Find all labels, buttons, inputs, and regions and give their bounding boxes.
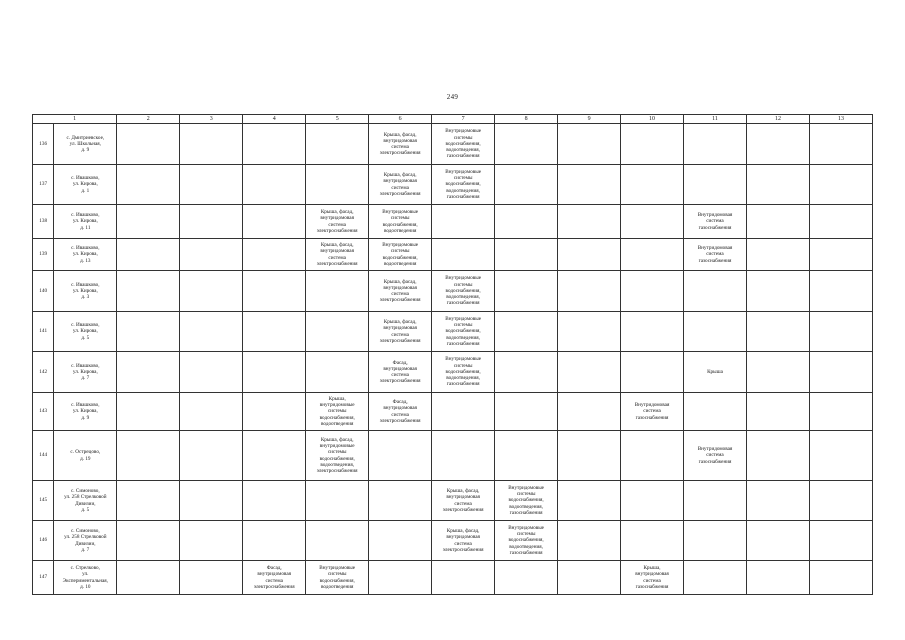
- column-header-1: 1: [33, 115, 117, 124]
- column-header-4: 4: [243, 115, 306, 124]
- page-number: 249: [446, 93, 459, 101]
- work-cell-col-13: [809, 271, 872, 312]
- work-type-text: Крыша: [707, 368, 723, 375]
- work-cell-col-6: [369, 481, 432, 521]
- work-cell-col-13: [809, 165, 872, 205]
- row-number-cell: 137: [33, 165, 54, 205]
- address-text: с. Ивашково, ул. Кирова, д. 5: [71, 322, 100, 341]
- address-text: с. Ивашково, ул. Кирова, д. 11: [71, 212, 100, 231]
- work-cell-col-3: [180, 481, 243, 521]
- work-cell-col-9: [558, 393, 621, 431]
- work-cell-col-5: [306, 271, 369, 312]
- work-cell-col-8: [495, 561, 558, 595]
- work-cell-col-4: [243, 165, 306, 205]
- work-type-text: Крыша, фасад, внутридомовая система электроснабжения: [379, 172, 421, 197]
- work-cell-col-12: [746, 124, 809, 165]
- address-cell: [54, 393, 117, 431]
- row-number-cell: 147: [33, 561, 54, 595]
- work-type-text: Крыша, фасад, внутридомовые системы водоснабжения, водоотведения, электроснабжения: [316, 436, 358, 474]
- work-cell-col-13: [809, 352, 872, 393]
- work-cell-col-3: [180, 312, 243, 352]
- work-cell-col-9: [558, 481, 621, 521]
- column-header-13: 13: [809, 115, 872, 124]
- column-header-6: 6: [369, 115, 432, 124]
- row-number-cell: 136: [33, 124, 54, 165]
- table-row: [33, 165, 873, 205]
- work-cell-col-13: [809, 205, 872, 239]
- work-cell-col-6: [369, 205, 432, 239]
- work-type-text: Крыша, фасад, внутридомовая система электроснабжения: [316, 209, 358, 234]
- work-type-text: Внутридомовая система газоснабжения: [697, 212, 733, 231]
- work-cell-col-2: [117, 165, 180, 205]
- table-body: [33, 124, 873, 595]
- work-cell-col-5: [306, 521, 369, 561]
- column-header-12: 12: [746, 115, 809, 124]
- table-row: [33, 239, 873, 271]
- work-cell-col-5: [306, 312, 369, 352]
- address-cell: [54, 239, 117, 271]
- work-type-text: Внутридомовые системы водоснабжения, водоотведения, газоснабжения: [445, 275, 482, 307]
- work-cell-col-8: [495, 165, 558, 205]
- work-type-text: Внутридомовые системы водоснабжения, водоотведения, газоснабжения: [508, 524, 544, 556]
- work-cell-col-10: [621, 165, 684, 205]
- address-cell: [54, 271, 117, 312]
- work-cell-col-6: [369, 312, 432, 352]
- column-header-2: 2: [117, 115, 180, 124]
- work-type-text: Внутридомовые системы водоснабжения, водоотведения: [382, 242, 419, 267]
- address-cell: [54, 481, 117, 521]
- address-text: с. Ивашково, ул. Кирова, д. 9: [71, 402, 100, 421]
- work-cell-col-11: [684, 352, 747, 393]
- address-cell: [54, 561, 117, 595]
- work-cell-col-12: [746, 239, 809, 271]
- work-cell-col-10: [621, 521, 684, 561]
- work-cell-col-7: [432, 521, 495, 561]
- work-type-text: Внутридомовая система газоснабжения: [634, 402, 670, 421]
- work-cell-col-6: [369, 431, 432, 481]
- work-type-text: Фасад, внутридомовая система электроснабжения: [379, 399, 421, 424]
- table-row: [33, 481, 873, 521]
- work-cell-col-5: [306, 124, 369, 165]
- work-cell-col-2: [117, 481, 180, 521]
- column-header-7: 7: [432, 115, 495, 124]
- work-cell-col-8: [495, 271, 558, 312]
- row-number-cell: 141: [33, 312, 54, 352]
- work-cell-col-5: [306, 205, 369, 239]
- work-cell-col-4: [243, 561, 306, 595]
- column-header-10: 10: [621, 115, 684, 124]
- work-cell-col-6: [369, 165, 432, 205]
- work-cell-col-2: [117, 521, 180, 561]
- work-cell-col-7: [432, 312, 495, 352]
- work-cell-col-3: [180, 561, 243, 595]
- work-cell-col-4: [243, 205, 306, 239]
- work-cell-col-3: [180, 165, 243, 205]
- work-cell-col-7: [432, 271, 495, 312]
- table-row: [33, 431, 873, 481]
- work-cell-col-3: [180, 124, 243, 165]
- work-cell-col-5: [306, 239, 369, 271]
- work-cell-col-3: [180, 205, 243, 239]
- work-cell-col-6: [369, 521, 432, 561]
- address-text: с. Ивашково, ул. Кирова, д. 1: [71, 175, 100, 194]
- work-cell-col-11: [684, 205, 747, 239]
- work-cell-col-4: [243, 352, 306, 393]
- work-type-text: Крыша, фасад, внутридомовая система электроснабжения: [316, 242, 358, 267]
- row-number-cell: 146: [33, 521, 54, 561]
- work-cell-col-3: [180, 271, 243, 312]
- work-cell-col-12: [746, 431, 809, 481]
- work-cell-col-12: [746, 352, 809, 393]
- table-row: [33, 352, 873, 393]
- address-text: с. Симоново, ул. 258 Стрелковой Дивизии, д. 7: [64, 528, 107, 553]
- work-cell-col-7: [432, 165, 495, 205]
- work-cell-col-5: [306, 165, 369, 205]
- work-cell-col-13: [809, 393, 872, 431]
- work-type-text: Внутридомовые системы водоснабжения, водоотведения, газоснабжения: [445, 168, 482, 200]
- work-cell-col-7: [432, 561, 495, 595]
- work-cell-col-4: [243, 271, 306, 312]
- column-header-11: 11: [684, 115, 747, 124]
- work-type-text: Фасад, внутридомовая система электроснабжения: [379, 359, 421, 385]
- work-cell-col-2: [117, 239, 180, 271]
- work-cell-col-11: [684, 521, 747, 561]
- table-row: [33, 271, 873, 312]
- column-header-5: 5: [306, 115, 369, 124]
- work-cell-col-10: [621, 312, 684, 352]
- work-cell-col-11: [684, 165, 747, 205]
- row-number-cell: 143: [33, 393, 54, 431]
- address-text: с. Ивашково, ул. Кирова, д. 13: [71, 245, 100, 264]
- work-cell-col-10: [621, 239, 684, 271]
- work-cell-col-13: [809, 312, 872, 352]
- row-number-cell: 139: [33, 239, 54, 271]
- work-cell-col-6: [369, 393, 432, 431]
- work-cell-col-12: [746, 521, 809, 561]
- address-cell: [54, 431, 117, 481]
- work-cell-col-7: [432, 431, 495, 481]
- address-cell: [54, 312, 117, 352]
- work-type-text: Крыша, внутридомовые системы водоснабжения, водоотведения: [319, 395, 355, 427]
- work-cell-col-12: [746, 561, 809, 595]
- work-cell-col-5: [306, 561, 369, 595]
- work-cell-col-10: [621, 271, 684, 312]
- work-cell-col-13: [809, 561, 872, 595]
- work-cell-col-11: [684, 431, 747, 481]
- work-cell-col-10: [621, 561, 684, 595]
- table-row: [33, 312, 873, 352]
- work-cell-col-12: [746, 271, 809, 312]
- column-header-9: 9: [558, 115, 621, 124]
- work-cell-col-9: [558, 352, 621, 393]
- work-cell-col-12: [746, 312, 809, 352]
- address-text: с. Ивашково, ул. Кирова, д. 7: [71, 362, 100, 382]
- work-cell-col-2: [117, 312, 180, 352]
- work-cell-col-10: [621, 431, 684, 481]
- work-cell-col-13: [809, 521, 872, 561]
- address-cell: [54, 205, 117, 239]
- work-cell-col-8: [495, 124, 558, 165]
- work-cell-col-3: [180, 431, 243, 481]
- work-cell-col-11: [684, 561, 747, 595]
- work-cell-col-9: [558, 271, 621, 312]
- address-text: с. Симоново, ул. 258 Стрелковой Дивизии, д. 5: [64, 488, 107, 513]
- work-cell-col-5: [306, 393, 369, 431]
- work-cell-col-9: [558, 312, 621, 352]
- address-cell: [54, 124, 117, 165]
- work-cell-col-3: [180, 393, 243, 431]
- work-cell-col-11: [684, 393, 747, 431]
- work-type-text: Крыша, фасад, внутридомовая система электроснабжения: [379, 131, 421, 157]
- work-cell-col-12: [746, 205, 809, 239]
- capital-repair-table: [32, 114, 873, 595]
- address-cell: [54, 165, 117, 205]
- work-cell-col-11: [684, 481, 747, 521]
- work-type-text: Внутридомовая система газоснабжения: [697, 446, 733, 465]
- work-cell-col-2: [117, 561, 180, 595]
- work-cell-col-4: [243, 481, 306, 521]
- row-number-cell: 142: [33, 352, 54, 393]
- work-cell-col-8: [495, 205, 558, 239]
- work-cell-col-2: [117, 124, 180, 165]
- work-type-text: Внутридомовые системы водоснабжения, водоотведения: [319, 565, 356, 590]
- work-cell-col-9: [558, 165, 621, 205]
- work-cell-col-4: [243, 521, 306, 561]
- table-row: [33, 561, 873, 595]
- work-type-text: Крыша, фасад, внутридомовая система электроснабжения: [379, 278, 421, 304]
- work-cell-col-7: [432, 239, 495, 271]
- work-cell-col-7: [432, 352, 495, 393]
- work-cell-col-10: [621, 352, 684, 393]
- work-cell-col-3: [180, 352, 243, 393]
- work-cell-col-12: [746, 393, 809, 431]
- work-cell-col-7: [432, 205, 495, 239]
- table-row: [33, 393, 873, 431]
- work-cell-col-5: [306, 431, 369, 481]
- work-type-text: Внутридомовые системы водоснабжения, водоотведения, газоснабжения: [445, 315, 482, 347]
- work-cell-col-13: [809, 124, 872, 165]
- work-cell-col-6: [369, 352, 432, 393]
- work-cell-col-4: [243, 124, 306, 165]
- work-cell-col-8: [495, 431, 558, 481]
- work-cell-col-8: [495, 239, 558, 271]
- column-header-3: 3: [180, 115, 243, 124]
- work-cell-col-9: [558, 521, 621, 561]
- work-cell-col-13: [809, 481, 872, 521]
- work-cell-col-8: [495, 352, 558, 393]
- address-cell: [54, 352, 117, 393]
- table-row: [33, 124, 873, 165]
- work-cell-col-8: [495, 312, 558, 352]
- row-number-cell: 138: [33, 205, 54, 239]
- address-text: с. Ивашково, ул. Кирова, д. 3: [71, 281, 100, 301]
- work-cell-col-13: [809, 431, 872, 481]
- work-cell-col-9: [558, 205, 621, 239]
- work-cell-col-3: [180, 239, 243, 271]
- work-type-text: Внутридомовые системы водоснабжения, водоотведения: [382, 209, 419, 234]
- work-cell-col-9: [558, 561, 621, 595]
- work-cell-col-7: [432, 393, 495, 431]
- work-cell-col-2: [117, 431, 180, 481]
- work-cell-col-5: [306, 352, 369, 393]
- work-type-text: Крыша, фасад, внутридомовая система электроснабжения: [379, 319, 421, 344]
- work-cell-col-8: [495, 393, 558, 431]
- work-cell-col-10: [621, 124, 684, 165]
- work-cell-col-2: [117, 271, 180, 312]
- work-type-text: Внутридомовые системы водоснабжения, водоотведения, газоснабжения: [508, 484, 544, 516]
- work-cell-col-10: [621, 205, 684, 239]
- row-number-cell: 140: [33, 271, 54, 312]
- work-cell-col-9: [558, 239, 621, 271]
- work-cell-col-11: [684, 312, 747, 352]
- work-cell-col-6: [369, 561, 432, 595]
- work-cell-col-5: [306, 481, 369, 521]
- work-cell-col-11: [684, 271, 747, 312]
- column-number-row: [33, 115, 873, 124]
- work-type-text: Крыша, фасад, внутридомовая система электроснабжения: [442, 488, 484, 513]
- work-cell-col-11: [684, 124, 747, 165]
- work-cell-col-2: [117, 393, 180, 431]
- work-cell-col-4: [243, 239, 306, 271]
- work-type-text: Внутридомовые системы водоснабжения, водоотведения, газоснабжения: [445, 356, 482, 388]
- work-cell-col-10: [621, 481, 684, 521]
- address-text: с. Острецово, д. 19: [70, 449, 101, 462]
- work-cell-col-12: [746, 481, 809, 521]
- work-cell-col-11: [684, 239, 747, 271]
- work-cell-col-4: [243, 312, 306, 352]
- work-cell-col-12: [746, 165, 809, 205]
- work-cell-col-7: [432, 124, 495, 165]
- work-cell-col-9: [558, 431, 621, 481]
- address-cell: [54, 521, 117, 561]
- work-cell-col-2: [117, 205, 180, 239]
- work-cell-col-10: [621, 393, 684, 431]
- table-row: [33, 205, 873, 239]
- work-type-text: Крыша, внутридомовая система газоснабжения: [635, 565, 669, 590]
- column-header-8: 8: [495, 115, 558, 124]
- work-cell-col-8: [495, 481, 558, 521]
- work-cell-col-7: [432, 481, 495, 521]
- work-cell-col-4: [243, 431, 306, 481]
- row-number-cell: 145: [33, 481, 54, 521]
- row-number-cell: 144: [33, 431, 54, 481]
- work-cell-col-13: [809, 239, 872, 271]
- work-type-text: Фасад, внутридомовая система электроснабжения: [253, 565, 295, 590]
- work-cell-col-6: [369, 239, 432, 271]
- work-cell-col-6: [369, 124, 432, 165]
- work-cell-col-6: [369, 271, 432, 312]
- address-text: с. Стрелково, ул. Экспериментальная, д. 10: [62, 565, 108, 590]
- address-text: с. Дмитриевское, ул. Школьная, д. 9: [66, 134, 105, 154]
- work-cell-col-3: [180, 521, 243, 561]
- table-header: [33, 115, 873, 124]
- work-type-text: Внутридомовые системы водоснабжения, водоотведения, газоснабжения: [445, 128, 482, 160]
- table-row: [33, 521, 873, 561]
- work-cell-col-4: [243, 393, 306, 431]
- work-cell-col-8: [495, 521, 558, 561]
- work-type-text: Крыша, фасад, внутридомовая система электроснабжения: [442, 528, 484, 553]
- work-cell-col-9: [558, 124, 621, 165]
- work-cell-col-2: [117, 352, 180, 393]
- work-type-text: Внутридомовая система газоснабжения: [697, 245, 733, 264]
